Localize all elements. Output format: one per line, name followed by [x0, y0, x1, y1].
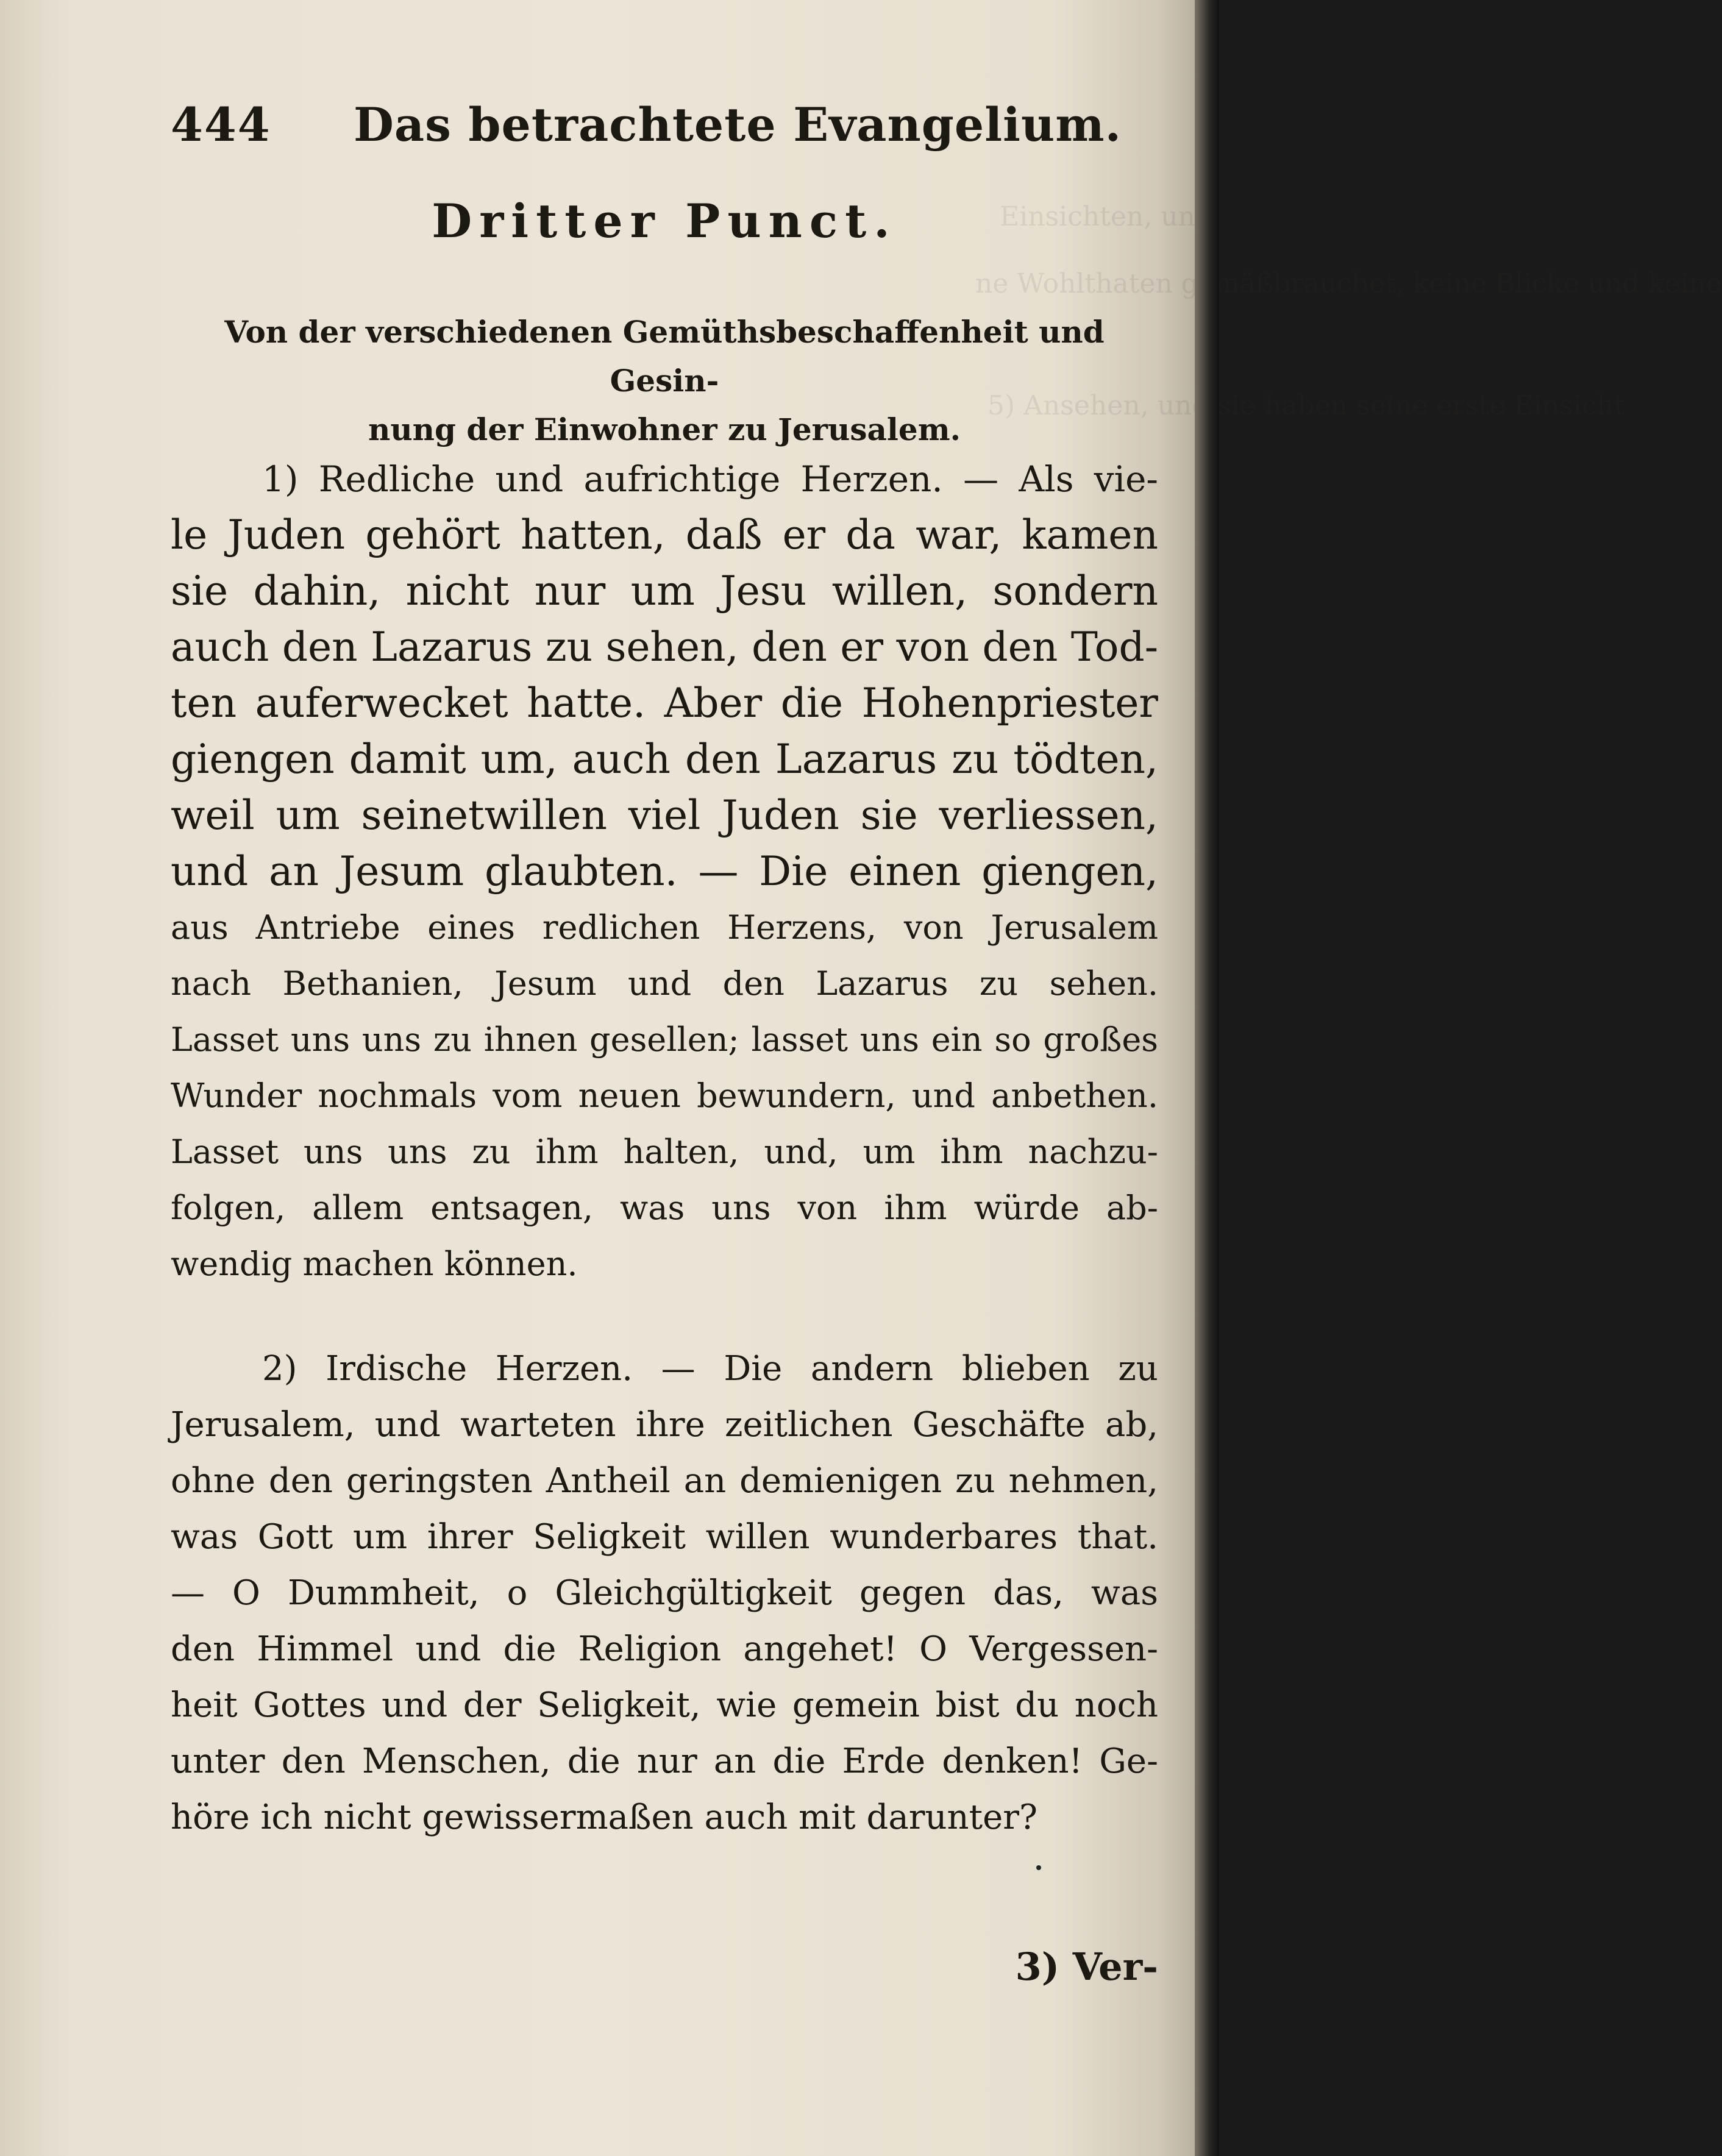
- show-through-text: ne Wohlthaten gemäßbrauchet, keine Blicke und keine: [975, 268, 1722, 299]
- running-head: Das betrachtete Evangelium.: [354, 98, 1122, 152]
- text-line: 2) Irdische Herzen. — Die andern blieben zu: [262, 1349, 1158, 1389]
- section-title: Dritter Punct.: [432, 194, 897, 248]
- section-subtitle: [171, 308, 1158, 454]
- text-line: wendig machen können.: [171, 1245, 578, 1283]
- paragraph-redliche-herzen: [171, 451, 1158, 1292]
- text-line: unter den Menschen, die nur an die Erde denken! Ge-: [171, 1742, 1158, 1781]
- text-line: weil um seinetwillen viel Juden sie verliessen,: [171, 792, 1158, 839]
- text-line: ohne den geringsten Antheil an demienigen zu nehmen,: [171, 1461, 1158, 1501]
- text-line: — O Dummheit, o Gleichgültigkeit gegen das, was: [171, 1573, 1158, 1613]
- page-header: [171, 98, 1158, 152]
- text-line: Lasset uns uns zu ihm halten, und, um ihm nachzu-: [171, 1133, 1158, 1171]
- text-line: Wunder nochmals vom neuen bewundern, und anbethen.: [171, 1076, 1158, 1115]
- show-through-text: Einsichten, un: [1000, 201, 1195, 232]
- text-line: sie dahin, nicht nur um Jesu willen, sondern: [171, 567, 1158, 614]
- text-line: und an Jesum glaubten. — Die einen giengen,: [171, 848, 1158, 895]
- text-line: heit Gottes und der Seligkeit, wie gemein bist du noch: [171, 1685, 1158, 1725]
- text-line: folgen, allem entsagen, was uns von ihm würde ab-: [171, 1189, 1158, 1227]
- text-line: Lasset uns uns zu ihnen gesellen; lasset uns ein so großes: [171, 1020, 1158, 1059]
- page-number: 444: [171, 98, 271, 152]
- text-line: höre ich nicht gewissermaßen auch mit darunter?: [171, 1798, 1038, 1837]
- text-line: was Gott um ihrer Seligkeit willen wunderbares that.: [171, 1517, 1158, 1557]
- subtitle-line: nung der Einwohner zu Jerusalem.: [368, 411, 961, 447]
- text-line: den Himmel und die Religion angehet! O Vergessen-: [171, 1629, 1158, 1669]
- subtitle-line: Von der verschiedenen Gemüthsbeschaffenheit und Gesin-: [224, 314, 1105, 399]
- text-line: le Juden gehört hatten, daß er da war, kamen: [171, 511, 1158, 558]
- show-through-text: 5) Ansehen, und sie haben seine erste Einsicht: [987, 390, 1625, 421]
- text-line: nach Bethanien, Jesum und den Lazarus zu sehen.: [171, 964, 1158, 1003]
- text-line: giengen damit um, auch den Lazarus zu tödten,: [171, 736, 1158, 783]
- text-line: auch den Lazarus zu sehen, den er von den Tod-: [171, 624, 1158, 671]
- text-line: ten auferwecket hatte. Aber die Hohenpriester: [171, 680, 1158, 727]
- text-line: Jerusalem, und warteten ihre zeitlichen Geschäfte ab,: [171, 1405, 1158, 1445]
- paragraph-irdische-herzen: [171, 1341, 1158, 1846]
- ink-speck: [1036, 1865, 1041, 1870]
- text-line: 1) Redliche und aufrichtige Herzen. — Als vie-: [262, 458, 1158, 500]
- catchword: 3) Ver-: [1015, 1944, 1158, 1989]
- page-edge-shadow: [1195, 0, 1219, 2156]
- text-line: aus Antriebe eines redlichen Herzens, von Jerusalem: [171, 908, 1158, 947]
